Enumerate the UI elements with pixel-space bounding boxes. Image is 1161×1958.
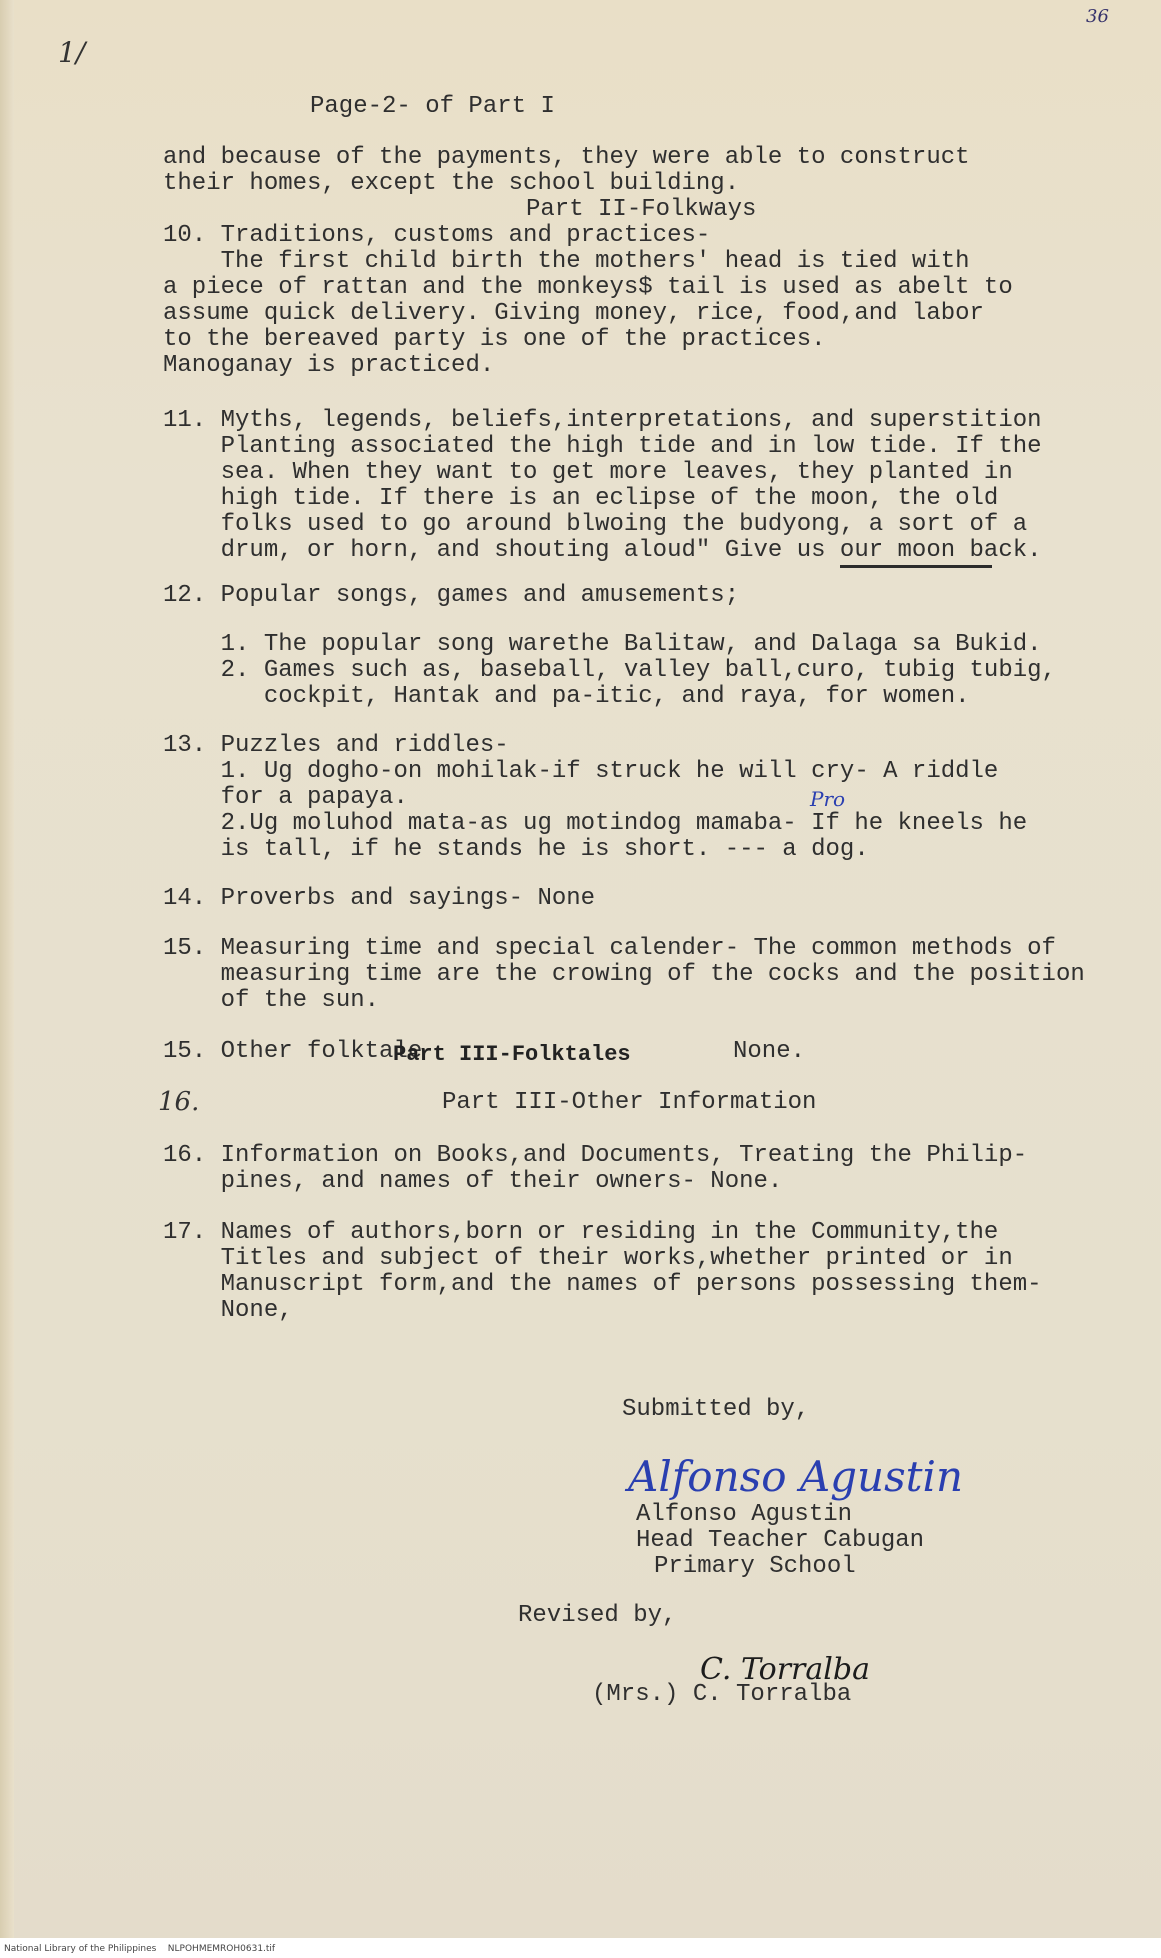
underline-mark <box>840 565 992 568</box>
item-line: 2.Ug moluhod mata-as ug motindog mamaba- If he kneels he <box>163 810 1028 837</box>
margin-mark: 1/ <box>58 36 86 69</box>
item-line: 15. Measuring time and special calender- The common methods of <box>163 935 1056 962</box>
struck-number: 16. <box>158 1087 200 1117</box>
revised-label: Revised by, <box>518 1602 677 1629</box>
item-line: The first child birth the mothers' head is tied with <box>163 248 970 275</box>
submitted-label: Submitted by, <box>622 1396 810 1423</box>
item-line: high tide. If there is an eclipse of the moon, the old <box>163 485 999 512</box>
item-line: 11. Myths, legends, beliefs,interpretations, and superstition <box>163 407 1042 434</box>
item-prefix: 15. Other folktale <box>163 1038 423 1065</box>
item-line: to the bereaved party is one of the practices. <box>163 326 826 353</box>
item-line: 16. Information on Books,and Documents, Treating the Philip- <box>163 1142 1028 1169</box>
reviser-name: (Mrs.) C. Torralba <box>592 1681 852 1708</box>
item-line: of the sun. <box>163 987 380 1014</box>
item-line: measuring time are the crowing of the cocks and the position <box>163 961 1085 988</box>
item-line: pines, and names of their owners- None. <box>163 1168 783 1195</box>
item-line: Manoganay is practiced. <box>163 352 495 379</box>
item-line: a piece of rattan and the monkeys$ tail is used as abelt to <box>163 274 1013 301</box>
item-14: 14. Proverbs and sayings- None <box>163 885 596 912</box>
intro-line: and because of the payments, they were able to construct <box>163 144 970 171</box>
part3-heading: Part III-Other Information <box>442 1089 817 1116</box>
item-line: 1. The popular song warethe Balitaw, and Dalaga sa Bukid. <box>163 631 1042 658</box>
item-line: drum, or horn, and shouting aloud" Give us our moon back. <box>163 537 1042 564</box>
item-heading: 10. Traditions, customs and practices- <box>163 222 711 249</box>
signature-torralba: C. Torralba <box>700 1652 870 1687</box>
item-line: cockpit, Hantak and pa-itic, and raya, for women. <box>163 683 970 710</box>
submitter-title: Head Teacher Cabugan <box>636 1527 925 1554</box>
item-line: Planting associated the high tide and in low tide. If the <box>163 433 1042 460</box>
submitter-name: Alfonso Agustin <box>636 1501 853 1528</box>
item-12-heading: 12. Popular songs, games and amusements; <box>163 582 740 609</box>
item-line: 1. Ug dogho-on mohilak-if struck he will cry- A riddle <box>163 758 999 785</box>
item-line: Titles and subject of their works,whether printed or in <box>163 1245 1013 1272</box>
overstrike-text: Part III-Folktales <box>393 1042 631 1067</box>
page-number-mark: 36 <box>1086 6 1109 27</box>
item-line: Manuscript form,and the names of persons possessing them- <box>163 1271 1042 1298</box>
item-line: folks used to go around blwoing the budyong, a sort of a <box>163 511 1028 538</box>
item-line: 2. Games such as, baseball, valley ball,curo, tubig tubig, <box>163 657 1056 684</box>
intro-line: their homes, except the school building. <box>163 170 740 197</box>
item-line: for a papaya. <box>163 784 408 811</box>
item-line: assume quick delivery. Giving money, rice, food,and labor <box>163 300 984 327</box>
handwritten-note: Pro <box>810 787 846 811</box>
part2-heading: Part II-Folkways <box>526 196 757 223</box>
item-suffix: None. <box>733 1038 806 1065</box>
page-edge <box>0 0 14 1938</box>
submitter-title: Primary School <box>654 1553 856 1580</box>
item-line: 17. Names of authors,born or residing in the Community,the <box>163 1219 999 1246</box>
item-line: None, <box>163 1297 293 1324</box>
signature-agustin: Alfonso Agustin <box>628 1452 964 1501</box>
footer-caption: National Library of the Philippines NLPOHMEMROH0631.tif <box>4 1944 276 1954</box>
page-header: Page-2- of Part I <box>310 93 555 120</box>
item-line: 13. Puzzles and riddles- <box>163 732 509 759</box>
item-line: is tall, if he stands he is short. --- a dog. <box>163 836 869 863</box>
item-line: sea. When they want to get more leaves, they planted in <box>163 459 1013 486</box>
